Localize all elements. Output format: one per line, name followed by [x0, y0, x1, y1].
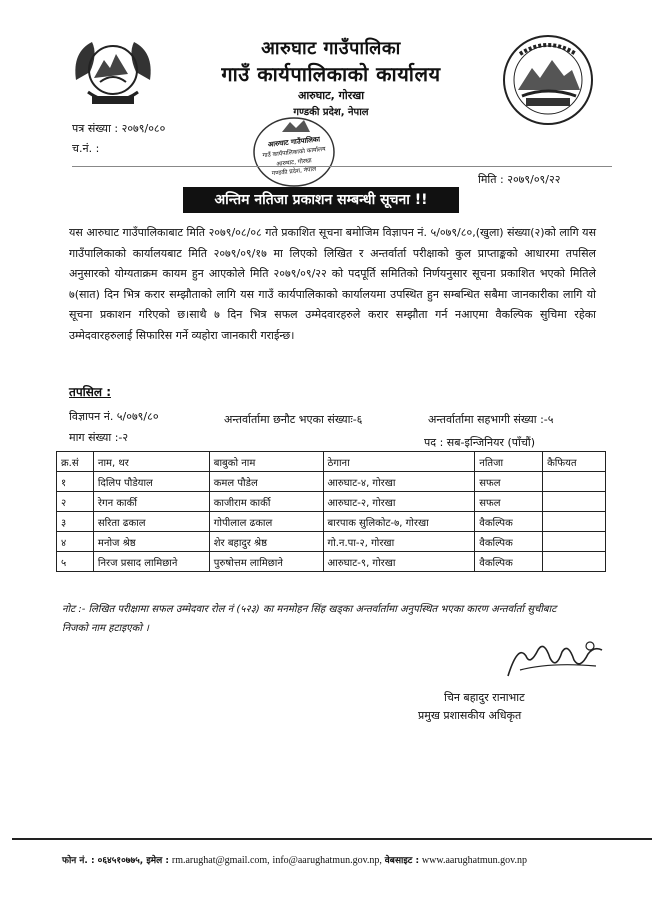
header-address: ठेगाना: [323, 452, 475, 472]
header-result: नतिजा: [475, 452, 543, 472]
table-row: [57, 532, 606, 552]
cell-father-name: कमल पौडेल: [209, 472, 323, 492]
cell-father-name: गोपीलाल ढकाल: [209, 512, 323, 532]
notice-paragraph: यस आरुघाट गाउँपालिकाबाट मिति २०७९/०८/०८ गते प्रकाशित सूचना बमोजिम विज्ञापन नं. ५/०७९/८०,(खुला) संख्या(२)को लागि यस गाउँपालिकाको कार्यालयबाट मिति २०७९/०९/१७ मा लिएको लिखित र अन्तर्वार्ता परीक्षाको कुल प्राप्ताङ्कको आधारमा तपसिल अनुसारको योग्यताक्रम कायम हुन आएकोले मिति २०७९/०९/२२ को पदपूर्ति समितिको निर्णयनुसार सूचना प्रकाशित भएको मितिले ७(सात) दिन भित्र करार सम्झौताको लागि यस गाउँ कार्यपालिकाको कार्यालयमा उपस्थित हुन सम्बन्धित सबैमा जानकारीका लागि यो सूचना प्रकाशन गरिएको छ।साथै ७ दिन भित्र सफल उम्मेदवारहरुले करार सम्झौता गर्न नआएमा वैकल्पिक सुचिमा रहेका उम्मेदवारहरुलाई सिफारिस गर्ने व्यहोरा जानकारी गराईन्छ।: [69, 226, 596, 342]
cell-remarks: [543, 492, 606, 512]
cell-father-name: काजीराम कार्की: [209, 492, 323, 512]
results-table: [56, 451, 606, 572]
cell-serial: २: [57, 492, 94, 512]
footer-website-label: वेबसाइट :: [384, 856, 420, 866]
header-name: नाम, थर: [93, 452, 209, 472]
cell-serial: ५: [57, 552, 94, 572]
notice-title: अन्तिम नतिजा प्रकाशन सम्बन्धी सूचना !!: [183, 187, 459, 213]
cell-name: निरज प्रसाद लामिछाने: [93, 552, 209, 572]
cell-serial: ४: [57, 532, 94, 552]
footer-email-1[interactable]: rm.arughat@gmail.com,: [171, 855, 270, 866]
notice-date: मिति : २०७९/०९/२२: [478, 173, 561, 186]
cell-result: वैकल्पिक: [475, 512, 543, 532]
footer-phone: फोन नं. : ०६४५१०७७५, इमेल :: [62, 856, 169, 866]
cell-name: रेगन कार्की: [93, 492, 209, 512]
cell-remarks: [543, 512, 606, 532]
tapsil-label: तपसिल :: [69, 385, 111, 399]
header-divider: [72, 166, 612, 167]
footnote: नोट :- लिखित परीक्षामा सफल उम्मेदवार रोल नं (५२३) का मनमोहन सिंह खड्का अन्तर्वार्तामा अनुपस्थित भएका कारण अन्तर्वार्ता सुचीबाट निजको नाम हटाइएको ।: [62, 604, 557, 634]
cell-remarks: [543, 532, 606, 552]
participants-count: अन्तर्वार्तामा सहभागी संख्या :-५: [428, 413, 554, 426]
dispatch-number: च.नं. :: [72, 142, 100, 155]
signature: [500, 636, 610, 684]
address-line-2: गण्डकी प्रदेश, नेपाल: [293, 107, 369, 118]
footer-email-2[interactable]: info@aarughatmun.gov.np,: [272, 855, 382, 866]
header-serial: क्र.सं: [57, 452, 94, 472]
cell-address: आरुघाट-४, गोरखा: [323, 472, 475, 492]
signatory-name: चिन बहादुर रानाभाट: [444, 691, 525, 704]
cell-name: सरिता ढकाल: [93, 512, 209, 532]
post-title: पद : सब-इन्जिनियर (पाँचौं): [424, 436, 536, 449]
cell-father-name: पुरुषोत्तम लामिछाने: [209, 552, 323, 572]
table-row: [57, 552, 606, 572]
cell-serial: ३: [57, 512, 94, 532]
office-name: गाउँ कार्यपालिकाको कार्यालय: [221, 62, 441, 86]
table-row: [57, 512, 606, 532]
cell-remarks: [543, 552, 606, 572]
cell-address: आरुघाट-२, गोरखा: [323, 492, 475, 512]
stamp-line-2: गाउँ कार्यपालिकाको कार्यालय: [262, 145, 326, 160]
cell-father-name: शेर बहादुर श्रेष्ठ: [209, 532, 323, 552]
address-line-1: आरुघाट, गोरखा: [297, 89, 365, 102]
header-father-name: बाबुको नाम: [209, 452, 323, 472]
stamp-line-4: गण्डकी प्रदेश, नेपाल: [271, 165, 317, 178]
cell-result: सफल: [475, 492, 543, 512]
footer-website[interactable]: www.aarughatmun.gov.np: [421, 855, 527, 866]
stamp-line-1: आरुघाट गाउँपालिका: [267, 135, 321, 149]
cell-address: आरुघाट-९, गोरखा: [323, 552, 475, 572]
official-stamp: [252, 116, 336, 188]
cell-remarks: [543, 472, 606, 492]
stamp-line-3: आरुघाट, गोरखा: [276, 157, 313, 168]
reference-number: पत्र संख्या : २०७९/०८०: [72, 122, 166, 135]
cell-address: गो.न.पा-२, गोरखा: [323, 532, 475, 552]
org-name: आरुघाट गाउँपालिका: [261, 38, 401, 59]
cell-name: दिलिप पौडेयाल: [93, 472, 209, 492]
header-remarks: कैफियत: [543, 452, 606, 472]
cell-result: वैकल्पिक: [475, 552, 543, 572]
shortlisted-count: अन्तर्वार्तामा छनौट भएका संख्याः-६: [224, 413, 363, 426]
advertisement-number: विज्ञापन नं. ५/०७९/८०: [69, 410, 159, 423]
table-row: [57, 492, 606, 512]
table-header-row: [57, 452, 606, 472]
signatory-designation: प्रमुख प्रशासकीय अधिकृत: [418, 709, 522, 722]
cell-name: मनोज श्रेष्ठ: [93, 532, 209, 552]
table-row: [57, 472, 606, 492]
footer-divider: [12, 838, 652, 840]
footer-contact: [62, 853, 527, 866]
cell-address: बारपाक सुलिकोट-७, गोरखा: [323, 512, 475, 532]
demand-count: माग संख्या :-२: [69, 431, 129, 444]
cell-result: सफल: [475, 472, 543, 492]
cell-serial: १: [57, 472, 94, 492]
cell-result: वैकल्पिक: [475, 532, 543, 552]
